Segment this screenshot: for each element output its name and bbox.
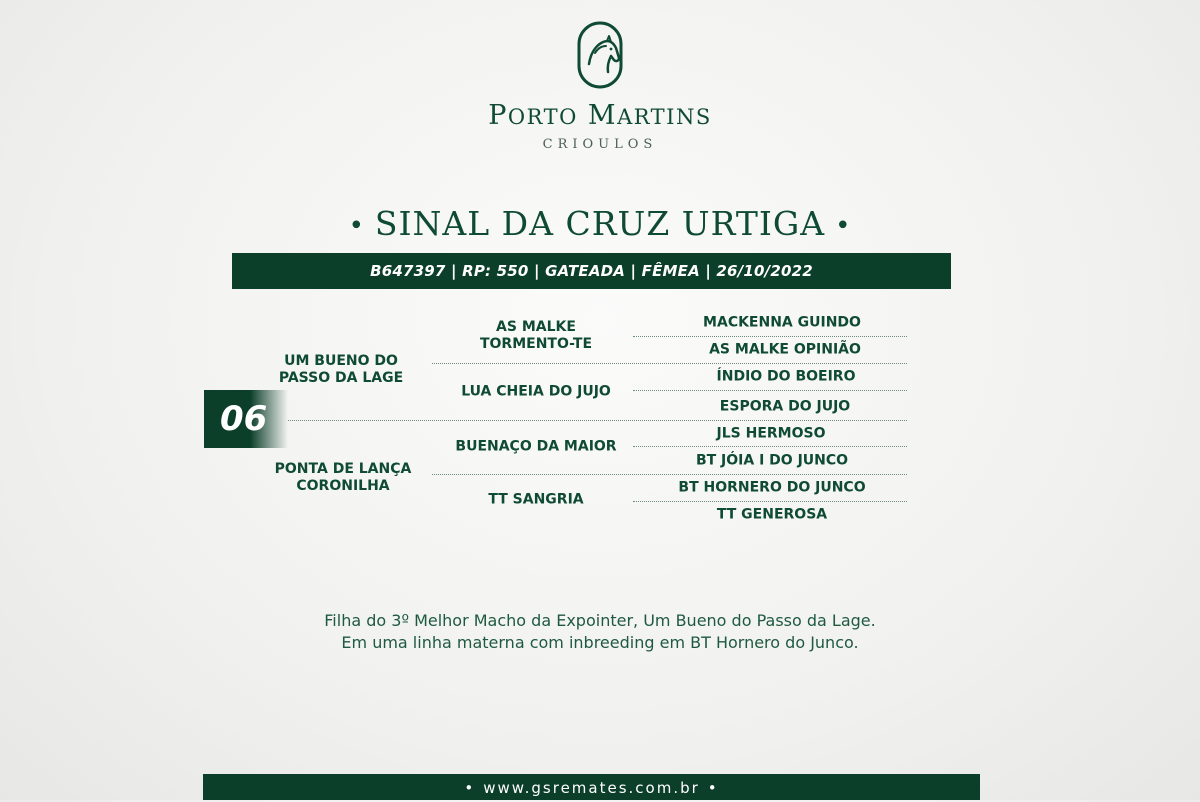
footer-bullet-right: • <box>707 779 719 797</box>
footer-bullet-left: • <box>464 779 476 797</box>
ped-sire: UM BUENO DO PASSO DA LAGE <box>278 353 404 386</box>
ped-line-gen3-4 <box>633 501 907 502</box>
footer-url-link[interactable]: www.gsremates.com.br <box>483 779 700 797</box>
ped-gen3-7: BT HORNERO DO JUNCO <box>678 479 866 496</box>
horse-description <box>0 610 1200 654</box>
ped-line-gen3-2 <box>633 390 907 391</box>
horse-name: SINAL DA CRUZ URTIGA <box>374 204 826 243</box>
ped-gen3-6: BT JÓIA I DO JUNCO <box>695 452 849 469</box>
ped-gen3-2: AS MALKE OPINIÃO <box>709 341 861 358</box>
ped-line-gen3-1 <box>633 336 907 337</box>
description-line-2: Em uma linha materna com inbreeding em BT Hornero do Junco. <box>341 633 859 652</box>
ped-line-gen1-bottom <box>432 474 907 475</box>
ped-dam-sire: BUENAÇO DA MAIOR <box>455 438 617 455</box>
brand-name: PORTO MARTINS <box>488 100 712 131</box>
title-bullet-right: • <box>835 211 852 241</box>
lot-number-badge: 06 <box>204 390 288 448</box>
ped-sire-sire: AS MALKE TORMENTO-TE <box>479 319 593 352</box>
horse-head-icon <box>573 20 627 90</box>
ped-gen3-1: MACKENNA GUINDO <box>703 314 861 331</box>
ped-dam: PONTA DE LANÇA CORONILHA <box>274 461 412 494</box>
title-bullet-left: • <box>348 211 365 241</box>
ped-line-gen3-3 <box>633 446 907 447</box>
description-line-1: Filha do 3º Melhor Macho da Expointer, Um Bueno do Passo da Lage. <box>324 611 876 630</box>
brand-tagline: CRIOULOS <box>542 137 658 152</box>
ped-gen3-4: ESPORA DO JUJO <box>719 398 851 415</box>
ped-gen3-8: TT GENEROSA <box>716 506 828 523</box>
footer-bar <box>203 774 980 800</box>
ped-gen3-3: ÍNDIO DO BOEIRO <box>716 368 856 385</box>
brand-logo <box>0 20 1200 152</box>
ped-sire-dam: LUA CHEIA DO JUJO <box>461 383 611 400</box>
ped-line-main <box>288 420 907 421</box>
ped-gen3-5: JLS HERMOSO <box>716 425 826 442</box>
ped-dam-dam: TT SANGRIA <box>488 491 584 508</box>
horse-info-bar: B647397 | RP: 550 | GATEADA | FÊMEA | 26/10/2022 <box>232 253 951 289</box>
ped-line-gen1-top <box>432 363 907 364</box>
horse-title <box>0 204 1200 243</box>
